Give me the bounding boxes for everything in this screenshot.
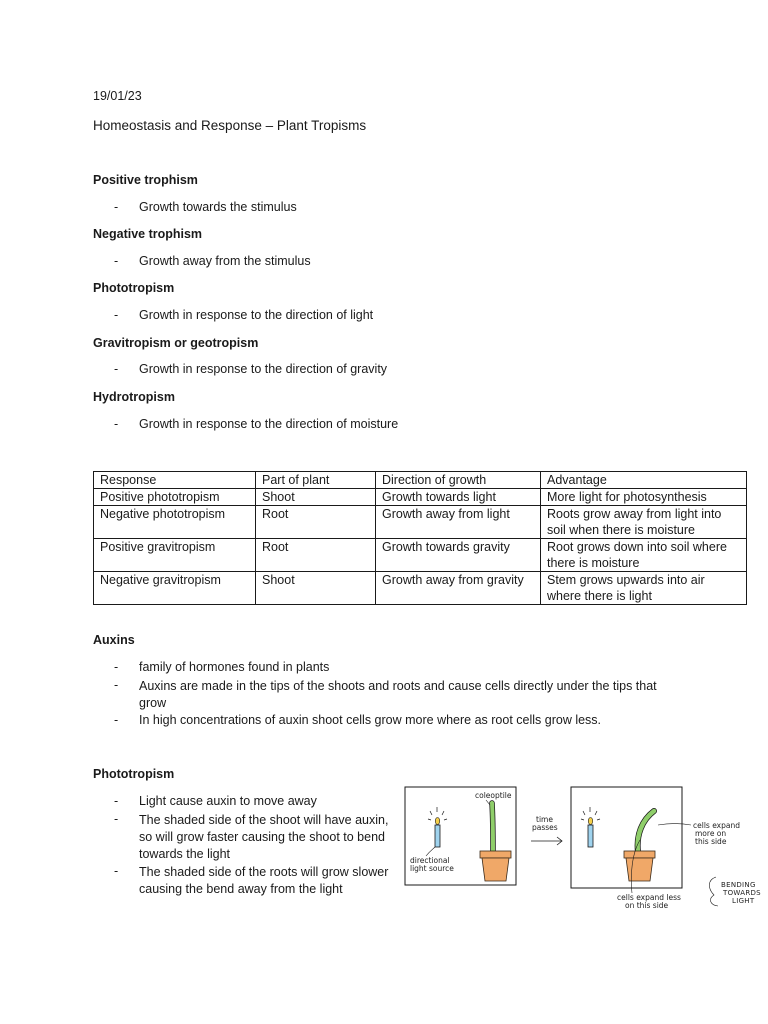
table-cell: Negative phototropism [94, 506, 256, 539]
bending-label: TOWARDS [723, 889, 761, 897]
auxins-bullet: Auxins are made in the tips of the shoots and roots and cause cells directly under the tips that grow [139, 679, 657, 710]
date-text: 19/01/23 [93, 89, 142, 103]
bullet-dash: - [114, 713, 119, 727]
definition-text: Growth in response to the direction of moisture [139, 417, 399, 431]
coleoptile-label: coleoptile [475, 791, 512, 800]
phototropism-diagram [404, 785, 768, 915]
bullet-dash: - [114, 864, 119, 878]
table-header-cell: Direction of growth [376, 472, 541, 489]
table-header-row [94, 472, 747, 489]
auxins-bullet: In high concentrations of auxin shoot cells grow more where as root cells grow less. [139, 713, 602, 727]
table-cell: Growth away from light [376, 506, 541, 539]
bending-label: LIGHT [732, 897, 755, 905]
definition-term: Positive trophism [93, 173, 198, 187]
definition-term: Gravitropism or geotropism [93, 336, 259, 350]
definition-text: Growth in response to the direction of light [139, 308, 374, 322]
cells-expand-less-label: on this side [625, 901, 669, 910]
auxins-bullet: family of hormones found in plants [139, 660, 330, 674]
cells-expand-more-label: this side [695, 837, 727, 846]
bullet-dash: - [114, 362, 119, 376]
table-cell: Positive gravitropism [94, 539, 256, 572]
bullet-dash: - [114, 417, 119, 431]
plant-pot-icon [480, 851, 511, 881]
table-row [94, 539, 747, 572]
table-cell: Stem grows upwards into air where there is light [541, 572, 747, 605]
bullet-dash: - [114, 200, 119, 214]
bullet-dash: - [114, 308, 119, 322]
table-cell: Growth away from gravity [376, 572, 541, 605]
auxins-heading: Auxins [93, 633, 135, 647]
table-cell: Positive phototropism [94, 489, 256, 506]
tropism-table [93, 471, 747, 605]
phototropism-bullet: Light cause auxin to move away [139, 794, 317, 808]
bending-label: BENDING [721, 881, 756, 889]
table-row [94, 572, 747, 605]
phototropism-bullet: The shaded side of the shoot will have auxin, so will grow faster causing the shoot to bend towards the light [139, 813, 389, 861]
table-row [94, 506, 747, 539]
definition-text: Growth towards the stimulus [139, 200, 297, 214]
time-label: passes [532, 823, 558, 832]
light-source-label: directional [410, 856, 450, 865]
bullet-dash: - [114, 794, 119, 808]
light-source-label: light source [410, 864, 454, 873]
phototropism-bullet: The shaded side of the roots will grow slower causing the bend away from the light [139, 865, 389, 896]
plant-pot-icon [624, 851, 655, 881]
table-cell: Roots grow away from light into soil when there is moisture [541, 506, 747, 539]
table-cell: Root [256, 506, 376, 539]
bullet-dash: - [114, 254, 119, 268]
definition-term: Phototropism [93, 281, 175, 295]
coleoptile-shoot [492, 803, 493, 852]
table-cell: Root [256, 539, 376, 572]
cells-expand-more-label: more on [695, 829, 727, 838]
table-cell: Growth towards gravity [376, 539, 541, 572]
arrow-right-icon [531, 837, 562, 845]
table-cell: Root grows down into soil where there is moisture [541, 539, 747, 572]
bullet-dash: - [114, 660, 119, 674]
bullet-dash: - [114, 678, 119, 692]
bullet-dash: - [114, 812, 119, 826]
page-title: Homeostasis and Response – Plant Tropisms [93, 118, 367, 133]
definition-text: Growth away from the stimulus [139, 254, 311, 268]
definition-term: Negative trophism [93, 227, 203, 241]
table-cell: Growth towards light [376, 489, 541, 506]
time-label: time [536, 815, 553, 824]
cells-expand-less-label: cells expand less [617, 893, 681, 902]
table-row [94, 489, 747, 506]
cells-expand-more-label: cells expand [693, 821, 740, 830]
table-cell: Shoot [256, 572, 376, 605]
definition-term: Hydrotropism [93, 390, 175, 404]
table-cell: Negative gravitropism [94, 572, 256, 605]
table-cell: More light for photosynthesis [541, 489, 747, 506]
phototropism-heading: Phototropism [93, 767, 175, 781]
table-header-cell: Response [94, 472, 256, 489]
table-cell: Shoot [256, 489, 376, 506]
definition-text: Growth in response to the direction of gravity [139, 362, 388, 376]
table-header-cell: Advantage [541, 472, 747, 489]
table-header-cell: Part of plant [256, 472, 376, 489]
